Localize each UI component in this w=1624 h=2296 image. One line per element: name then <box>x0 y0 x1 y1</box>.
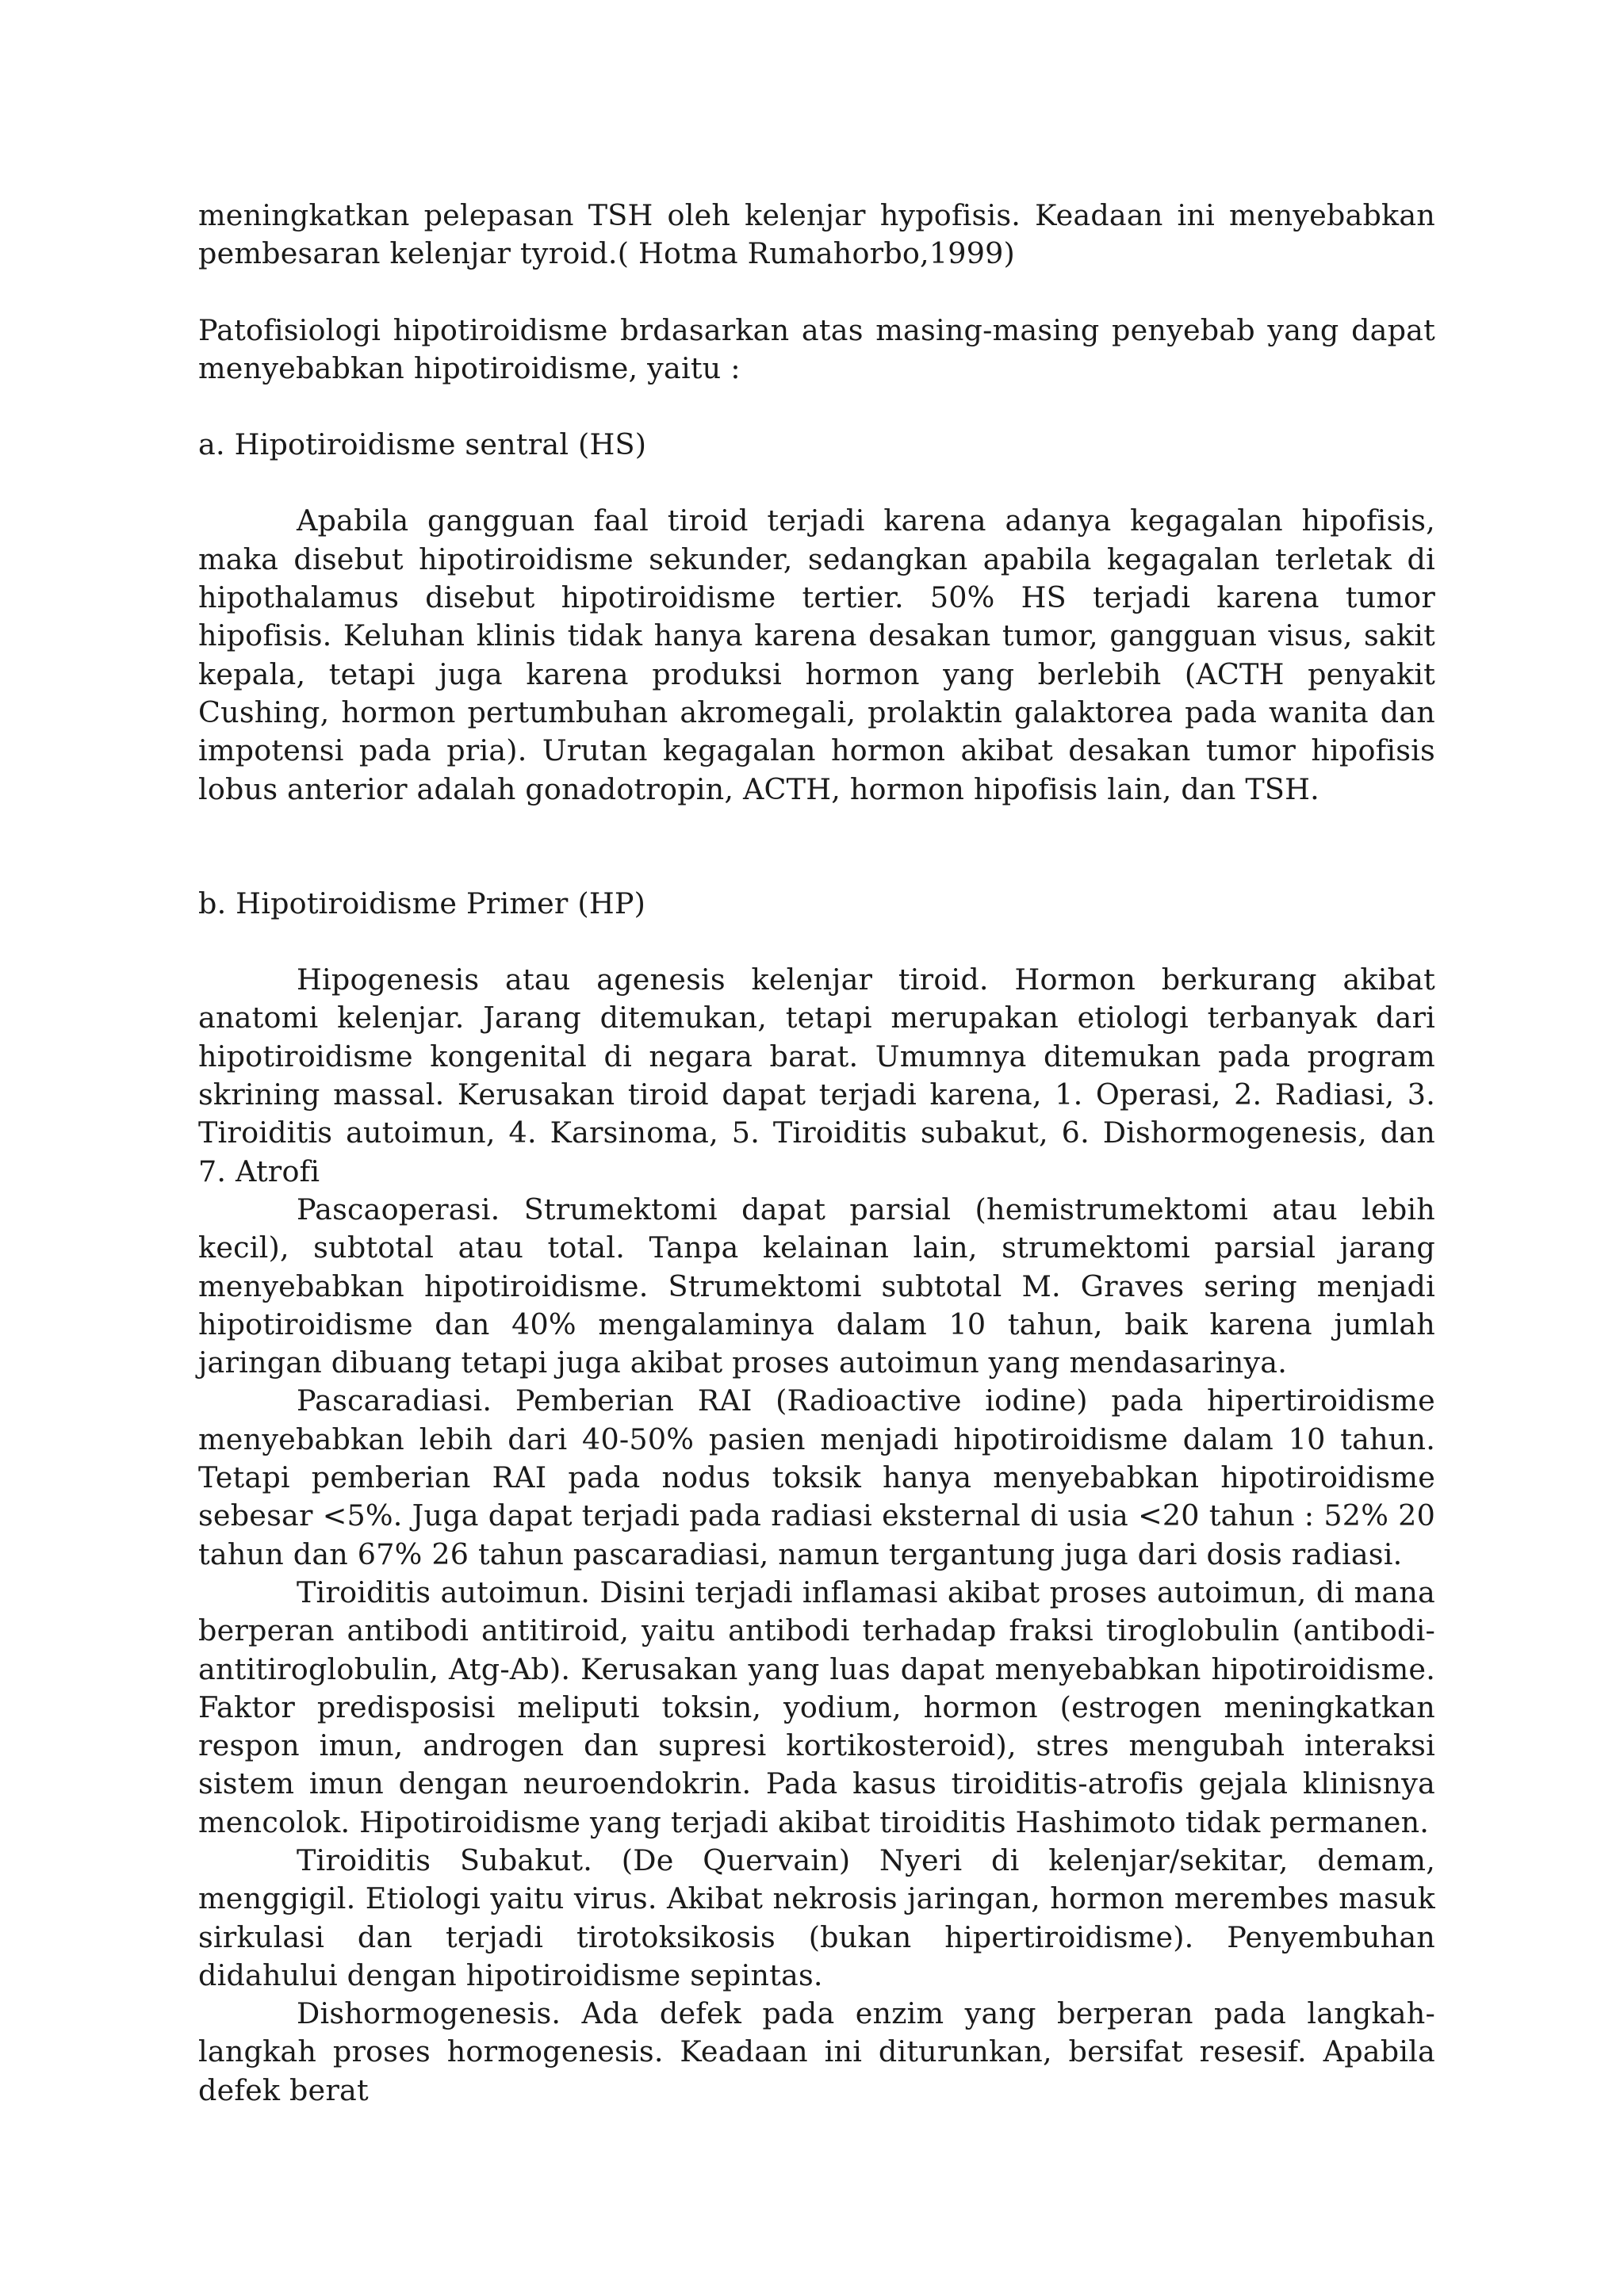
heading-hipotiroidisme-primer: b. Hipotiroidisme Primer (HP) <box>198 886 646 920</box>
paragraph-tiroiditis-autoimun: Tiroiditis autoimun. Disini terjadi inflamasi akibat proses autoimun, di mana berperan antibodi antitiroid, yaitu antibodi terhadap fraksi tiroglobulin (antibodi-antitiroglobulin, Atg-Ab). Kerusakan yang luas dapat menyebabkan hipotiroidisme. Faktor predisposisi meliputi toksin, yodium, hormon (estrogen meningkatkan respon imun, androgen dan supresi kortikosteroid), stres mengubah interaksi sistem imun dengan neuroendokrin. Pada kasus tiroiditis-atrofis gejala klinisnya mencolok. Hipotiroidisme yang terjadi akibat tiroiditis Hashimoto tidak permanen. <box>198 1575 1435 1839</box>
paragraph-pascaoperasi: Pascaoperasi. Strumektomi dapat parsial (hemistrumektomi atau lebih kecil), subtotal atau total. Tanpa kelainan lain, strumektomi parsial jarang menyebabkan hipotiroidisme. Strumektomi subtotal M. Graves sering menjadi hipotiroidisme dan 40% mengalaminya dalam 10 tahun, baik karena jumlah jaringan dibuang tetapi juga akibat proses autoimun yang mendasarinya. <box>198 1192 1435 1380</box>
paragraph-pascaradiasi: Pascaradiasi. Pemberian RAI (Radioactive iodine) pada hipertiroidisme menyebabkan lebih dari 40-50% pasien menjadi hipotiroidisme dalam 10 tahun. Tetapi pemberian RAI pada nodus toksik hanya menyebabkan hipotiroidisme sebesar <5%. Juga dapat terjadi pada radiasi eksternal di usia <20 tahun : 52% 20 tahun dan 67% 26 tahun pascaradiasi, namun tergantung juga dari dosis radiasi. <box>198 1383 1435 1571</box>
heading-hipotiroidisme-sentral: a. Hipotiroidisme sentral (HS) <box>198 427 647 462</box>
paragraph-tiroiditis-subakut: Tiroiditis Subakut. (De Quervain) Nyeri di kelenjar/sekitar, demam, menggigil. Etiologi yaitu virus. Akibat nekrosis jaringan, hormon merembes masuk sirkulasi dan terjadi tirotoksikosis (bukan hipertiroidisme). Penyembuhan didahului dengan hipotiroidisme sepintas. <box>198 1843 1435 1992</box>
paragraph-patofisiologi: Patofisiologi hipotiroidisme brdasarkan atas masing-masing penyebab yang dapat menyebabkan hipotiroidisme, yaitu : <box>198 312 1435 385</box>
paragraph-continuation: meningkatkan pelepasan TSH oleh kelenjar hypofisis. Keadaan ini menyebabkan pembesaran kelenjar tyroid.( Hotma Rumahorbo,1999) <box>198 198 1435 271</box>
document-page <box>198 197 1435 2110</box>
paragraph-dishormogenesis: Dishormogenesis. Ada defek pada enzim yang berperan pada langkah-langkah proses hormogenesis. Keadaan ini diturunkan, bersifat resesif. Apabila defek berat <box>198 1996 1435 2107</box>
paragraph-hipogenesis: Hipogenesis atau agenesis kelenjar tiroid. Hormon berkurang akibat anatomi kelenjar. Jarang ditemukan, tetapi merupakan etiologi terbanyak dari hipotiroidisme kongenital di negara barat. Umumnya ditemukan pada program skrining massal. Kerusakan tiroid dapat terjadi karena, 1. Operasi, 2. Radiasi, 3. Tiroiditis autoimun, 4. Karsinoma, 5. Tiroiditis subakut, 6. Dishormogenesis, dan 7. Atrofi <box>198 962 1435 1188</box>
paragraph-hipotiroidisme-sentral: Apabila gangguan faal tiroid terjadi karena adanya kegagalan hipofisis, maka disebut hipotiroidisme sekunder, sedangkan apabila kegagalan terletak di hipothalamus disebut hipotiroidisme tertier. 50% HS terjadi karena tumor hipofisis. Keluhan klinis tidak hanya karena desakan tumor, gangguan visus, sakit kepala, tetapi juga karena produksi hormon yang berlebih (ACTH penyakit Cushing, hormon pertumbuhan akromegali, prolaktin galaktorea pada wanita dan impotensi pada pria). Urutan kegagalan hormon akibat desakan tumor hipofisis lobus anterior adalah gonadotropin, ACTH, hormon hipofisis lain, dan TSH. <box>198 503 1435 806</box>
